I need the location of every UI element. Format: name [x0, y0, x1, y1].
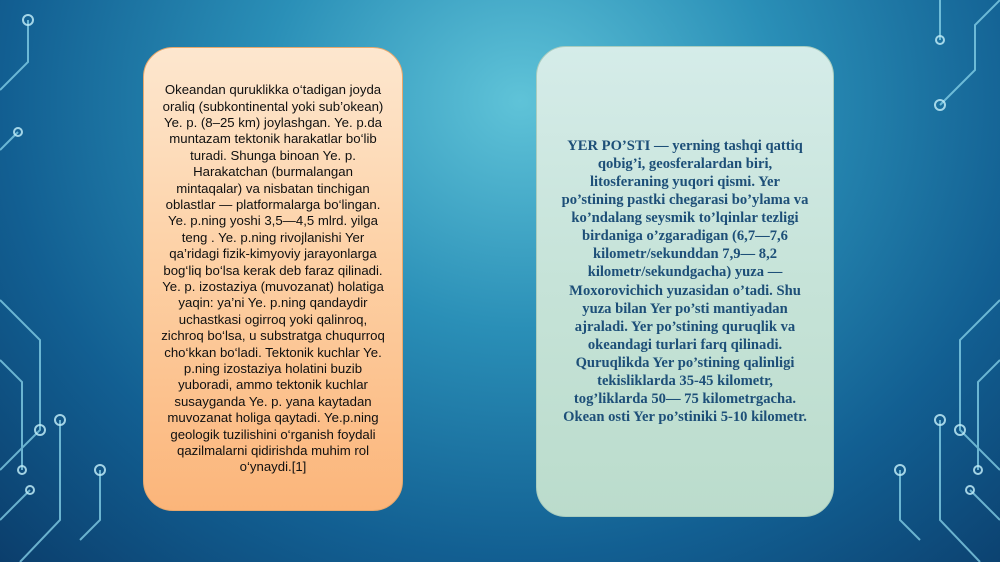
left-text-box — [143, 47, 403, 511]
right-text: YER PO’STI — yerning tashqi qattiq qobig’i, geosferalardan biri, litosferaning yuqori qismi. Yer po’stining pastki chegarasi bo’ylama va ko’ndalang seysmik to’lqinlar tezligi birdaniga o’zgaradigan (6,7—7,6 kilometr/sekunddan 7,9— 8,2 kilometr/sekundgacha) yuza — Moxorovichich yuzasidan o’tadi. Shu yuza bilan Yer po’sti mantiyadan ajraladi. Yer po’stining quruqlik va okeandagi turlari farq qilinadi. Quruqlikda Yer po’stining qalinligi tekisliklarda 35-45 kilometr, tog’liklarda 50— 75 kilometrgacha. Okean osti Yer po’stiniki 5-10 kilometr. — [561, 137, 809, 426]
right-text-box — [536, 46, 834, 517]
left-text: Okeandan quruklikka o‘tadigan joyda oraliq (subkontinental yoki sub’okean) Ye. p. (8–25 km) joylashgan. Ye. p.da muntazam tektonik harakatlar bo‘lib turadi. Shunga binoan Ye. p. Harakatchan (burmalangan mintaqalar) va nisbatan tinchigan oblastlar — platformalarga bo‘lingan. Ye. p.ning yoshi 3,5—4,5 mlrd. yilga teng . Ye. p.ning rivojlanishi Yer qa’ridagi fizik-kimyoviy jarayonlarga bog‘liq bo‘lsa kerak deb faraz qilinadi. Ye. p. izostaziya (muvozanat) holatiga yaqin: ya’ni Ye. p.ning qandaydir uchastkasi ogirroq yoki qalinroq, zichroq bo‘lsa, u substratga chuqurroq cho‘kkan bo‘ladi. Tektonik kuchlar Ye. p.ning izostaziya holatini buzib yuboradi, ammo tektonik kuchlar susayganda Ye. p. yana kaytadan muvozanat holiga qaytadi. Ye.p.ning geologik tuzilishini o‘rganish foydali qazilmalarni qidirishda muhim rol o‘ynaydi.[1] — [161, 82, 385, 475]
